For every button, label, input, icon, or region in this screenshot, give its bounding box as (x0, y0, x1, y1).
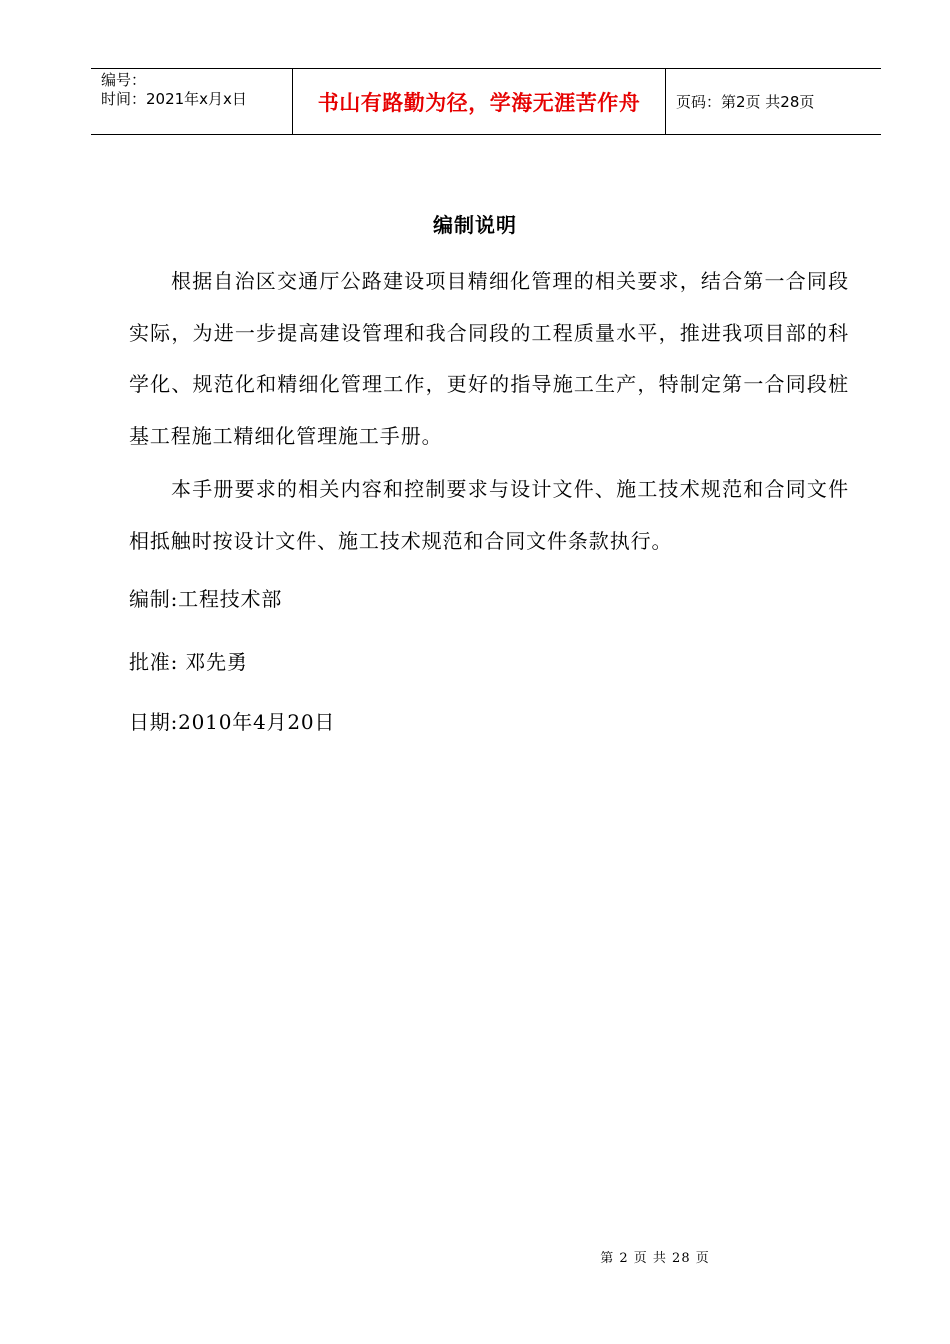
approved-by-line: 批准: 邓先勇 (129, 650, 248, 674)
body-paragraph-2: 本手册要求的相关内容和控制要求与设计文件、施工技术规范和合同文件相抵触时按设计文件、施工技术规范和合同文件条款执行。 (129, 477, 849, 553)
header-page-cell (666, 69, 881, 134)
header-motto: 书山有路勤为径，学海无涯苦作舟 (317, 90, 641, 115)
page-footer: 第 2 页 共 28 页 (600, 1251, 710, 1266)
document-number-label: 编号： (101, 71, 147, 89)
compiled-by-line: 编制:工程技术部 (129, 587, 283, 611)
header-page-info: 页码：第2页 共28页 (676, 93, 815, 111)
page-header (91, 68, 881, 135)
date-line: 日期:2010年4月20日 (129, 710, 336, 734)
header-meta-cell (91, 69, 293, 134)
body-paragraph-1: 根据自治区交通厅公路建设项目精细化管理的相关要求，结合第一合同段实际，为进一步提高建设管理和我合同段的工程质量水平，推进我项目部的科学化、规范化和精细化管理工作，更好的指导施工生产，特制定第一合同段桩基工程施工精细化管理施工手册。 (129, 269, 849, 448)
header-motto-cell (293, 69, 666, 134)
document-time-label: 时间：2021年x月x日 (101, 90, 247, 108)
document-title: 编制说明 (433, 213, 517, 237)
